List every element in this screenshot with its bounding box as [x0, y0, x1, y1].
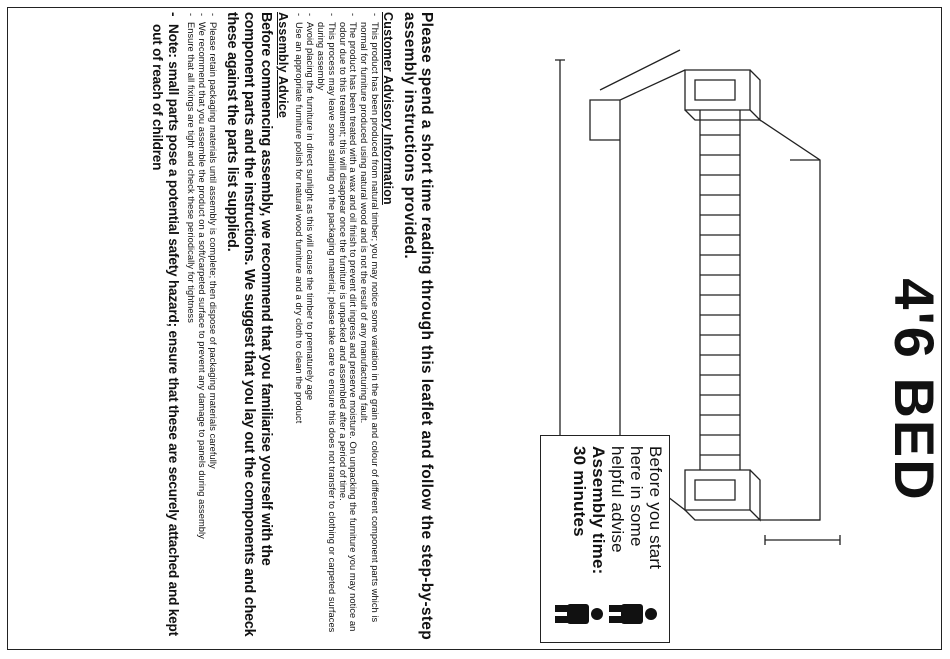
list-item: - Use an appropriate furniture polish for natural wood furniture and a dry cloth to clean the product — [294, 12, 305, 640]
list-item: - This product has been produced from natural timber; you may notice some variation in the grain and colour of different component parts which is normal for furniture produced using natural wood and is not the result of any manufacturing fault. — [358, 12, 380, 640]
list-item: - The product has been treated with a wax and oil finish to prevent dirt ingress and preserve moisture. On unpacking the furniture you may notice an odour due to this treatment; this will disappear once the furniture is unpacked and assembled after a period of time. — [337, 12, 359, 640]
badge-line-3: helpful advise — [608, 446, 627, 553]
list-item: - This process may leave some staining on the packaging material; please take care to ensure this does not transfer to clothing or carpeted surfaces during assembly — [315, 12, 337, 640]
list-item: - Please retain packaging materials until assembly is complete; then dispose of packaging materials carefully — [207, 12, 218, 640]
list-item: - Avoid placing the furniture in direct sunlight as this will cause the timber to prematurely age — [304, 12, 315, 640]
customer-advisory-heading: Customer Advisory Information — [381, 12, 395, 205]
badge-line-1: Before you start — [646, 446, 665, 570]
lead-paragraph: Please spend a short time reading through this leaflet and follow the step-by-step assembly instructions provided. — [401, 12, 435, 640]
list-item: - Ensure that all fixings are tight and check these periodically for tightness — [185, 12, 196, 640]
two-people-icon — [549, 594, 659, 634]
instructions-column — [149, 12, 435, 640]
page-title: 4'6 BED — [883, 278, 946, 502]
safety-note: - Note: small parts pose a potential safety hazard; ensure that these are securely attached and kept out of reach of children — [149, 12, 181, 640]
list-item: - We recommend that you assemble the product on a soft/carpeted surface to prevent any damage to panels during assembly — [196, 12, 207, 640]
badge-line-4: Assembly time: — [589, 446, 608, 575]
badge-line-2: here in some — [627, 446, 646, 547]
assembly-time-badge — [540, 435, 670, 643]
assembly-advice-list — [185, 12, 217, 640]
assembly-advice-intro: Before commencing assembly, we recommend that you familiarise yourself with the component parts and the instructions. We suggest that you lay out the components and check these against the parts list supplied. — [223, 12, 274, 637]
assembly-advice-heading: Assembly Advice — [275, 12, 290, 119]
customer-advisory-list — [294, 12, 380, 640]
badge-line-5: 30 minutes — [570, 446, 589, 537]
badge-text — [570, 446, 665, 596]
